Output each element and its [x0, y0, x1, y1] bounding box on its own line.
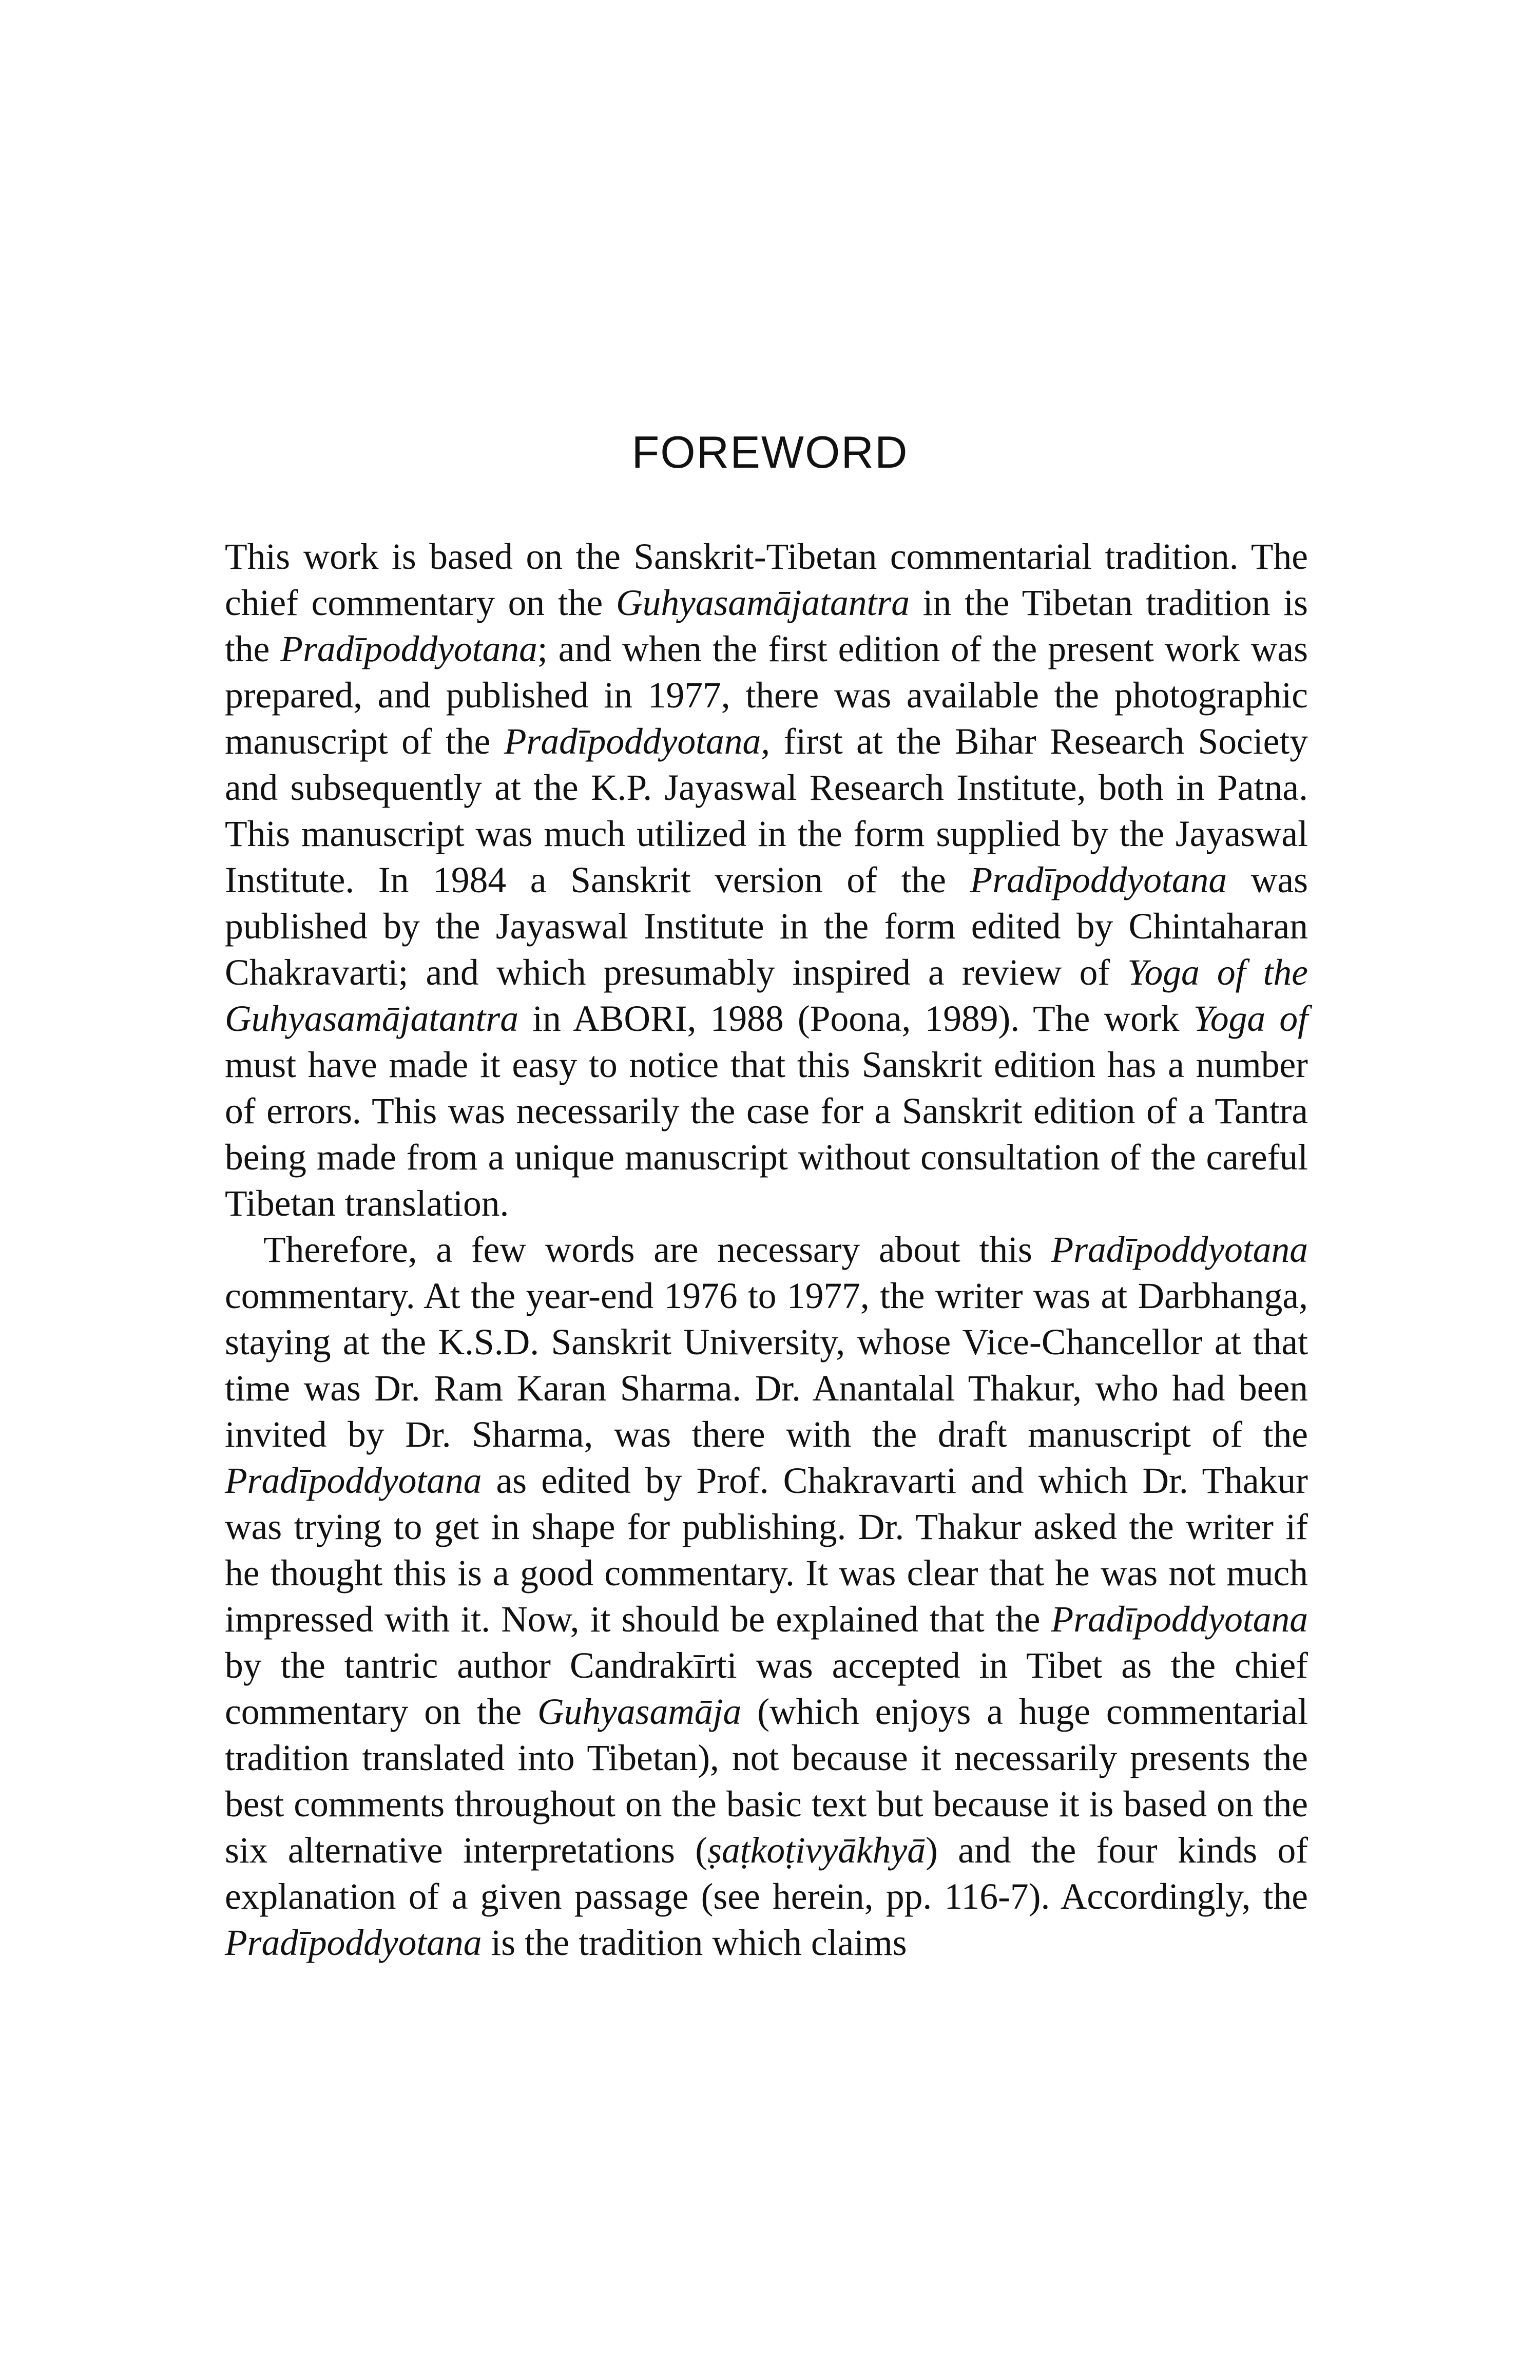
italic-text-run: Pradīpoddyotana	[280, 629, 537, 669]
italic-text-run: Pradīpoddyotana	[1051, 1230, 1308, 1270]
text-run: ) and the four kinds of explanation of a given passage (see herein, pp. 116-7). Accordingly, the	[225, 1830, 1308, 1917]
page-title: FOREWORD	[631, 427, 909, 477]
text-run: (which enjoys a huge commentarial tradition translated into Tibetan), not because it necessarily presents the best comments throughout on the basic text but because it is based on the six alternative interpretations (	[225, 1692, 1308, 1871]
italic-text-run: Guhyasamājatantra	[615, 583, 910, 623]
italic-text-run: Pradīpoddyotana	[225, 1923, 482, 1963]
text-run: is the tradition which claims	[482, 1923, 907, 1963]
italic-text-run: Pradīpoddyotana,	[504, 721, 771, 762]
text-run: was published by the Jayaswal Institute in the form edited by Chintaharan Chakravarti; and which presumably inspired a review of	[225, 860, 1308, 993]
text-run: first at the Bihar Research Society and subsequently at the K.P. Jayaswal Research Institute, both in Patna. This manuscript was much utilized in the form supplied by the Jayaswal Institute. In 1984 a Sanskrit version of the	[225, 721, 1308, 900]
paragraph-1	[225, 534, 1308, 1227]
italic-text-run: ṣaṭkoṭivyākhyā	[707, 1830, 926, 1871]
italic-text-run: Guhyasamāja	[537, 1692, 742, 1732]
paragraph-2	[225, 1227, 1308, 1966]
text-run: in the Tibetan tradition is the	[225, 583, 1308, 669]
italic-text-run: Yoga of the Guhyasamājatantra	[225, 952, 1308, 1039]
text-run: by the tantric author Candrakīrti was accepted in Tibet as the chief commentary on the	[225, 1645, 1308, 1732]
foreword-body	[225, 534, 1308, 1966]
text-run: must have made it easy to notice that this Sanskrit edition has a number of errors. This was necessarily the case for a Sanskrit edition of a Tantra being made from a unique manuscript without consultation of the careful Tibetan translation.	[225, 1045, 1308, 1224]
text-run: This work is based on the Sanskrit-Tibetan commentarial tradition. The chief commentary on the	[225, 536, 1308, 623]
italic-text-run: Pradīpoddyotana	[1051, 1599, 1308, 1640]
text-run: as edited by Prof. Chakravarti and which Dr. Thakur was trying to get in shape for publishing. Dr. Thakur asked the writer if he thought this is a good commentary. It was clear that he was not much impressed with it. Now, it should be explained that the	[225, 1461, 1308, 1640]
text-run: in ABORI, 1988 (Poona, 1989). The work	[518, 999, 1194, 1039]
text-run: Therefore, a few words are necessary about this	[263, 1230, 1051, 1270]
italic-text-run: Pradīpoddyotana	[225, 1461, 482, 1501]
italic-text-run: Pradīpoddyotana	[970, 860, 1227, 900]
italic-text-run: Yoga of	[1193, 999, 1308, 1039]
text-run: ; and when the first edition of the present work was prepared, and published in 1977, there was available the photographic manuscript of the	[225, 629, 1308, 762]
text-run: commentary. At the year-end 1976 to 1977, the writer was at Darbhanga, staying at the K.S.D. Sanskrit University, whose Vice-Chancellor at that time was Dr. Ram Karan Sharma. Dr. Anantalal Thakur, who had been invited by Dr. Sharma, was there with the draft manuscript of the	[225, 1276, 1308, 1455]
